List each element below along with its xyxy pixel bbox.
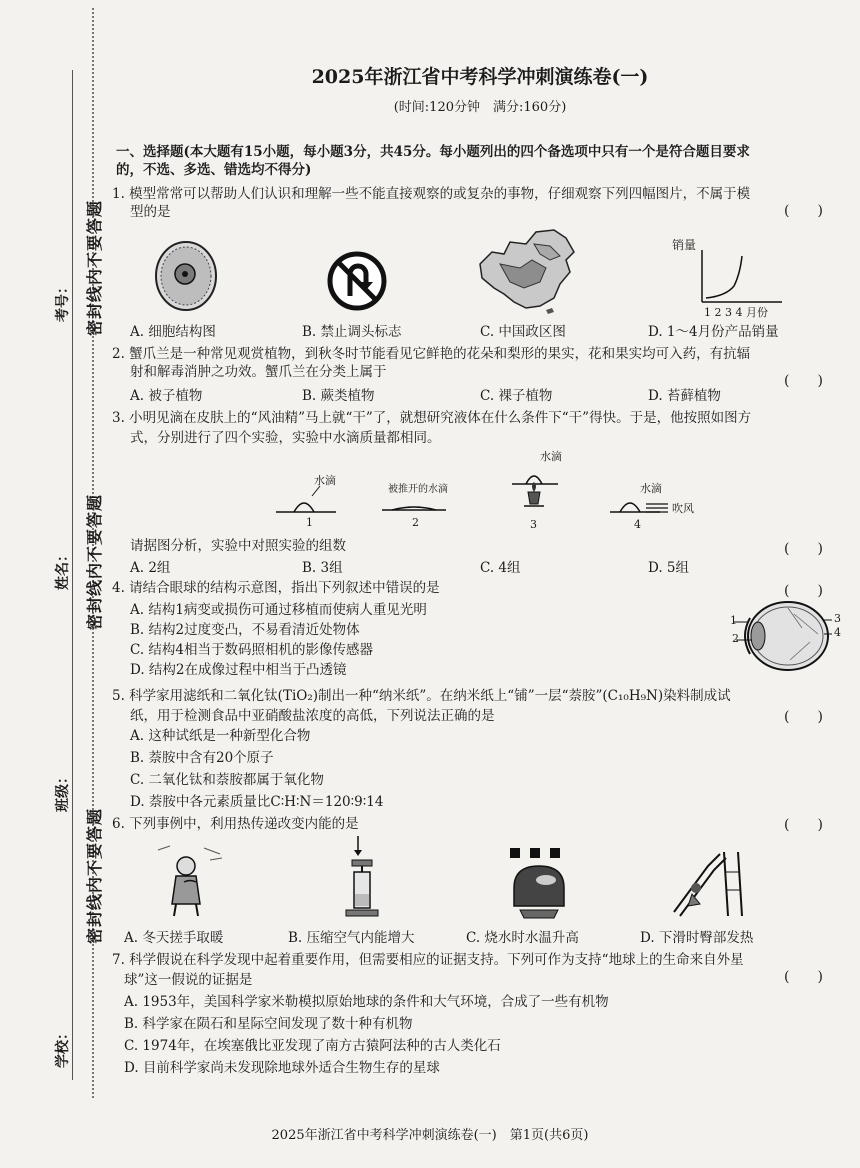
q7-option-a[interactable]: A. 1953年，美国科学家米勒模拟原始地球的条件和大气环境，合成了一些有机物 — [124, 994, 609, 1010]
q3-option-d[interactable]: D. 5组 — [648, 560, 690, 576]
q1-option-a[interactable]: A. 细胞结构图 — [130, 324, 216, 340]
eye-label-1: 1 — [730, 614, 737, 627]
q4-answer-slot[interactable]: ( ) — [784, 583, 823, 599]
q3-fig1-label: 水滴 — [314, 474, 336, 487]
sales-chart-ylabel: 销量 — [672, 238, 697, 252]
q2-stem-1: 2. 蟹爪兰是一种常见观赏植物，到秋冬时节能看见它鲜艳的花朵和梨形的果实，花和果实均可入药，有抗辐 — [112, 346, 751, 362]
q3-fig-number-2: 2 — [412, 516, 419, 529]
compress-air-figure — [340, 832, 390, 922]
q1-option-b[interactable]: B. 禁止调头标志 — [302, 324, 402, 340]
q4-option-a[interactable]: A. 结构1病变或损伤可通过移植而使病人重见光明 — [130, 602, 427, 618]
q2-option-c[interactable]: C. 裸子植物 — [480, 388, 553, 404]
slide-down-figure — [668, 846, 752, 920]
q7-answer-slot[interactable]: ( ) — [784, 969, 823, 985]
sales-chart-figure — [696, 248, 786, 310]
q1-option-d[interactable]: D. 1～4月份产品销量 — [648, 324, 779, 340]
q3-fig-number-1: 1 — [306, 516, 313, 529]
binding-line — [72, 70, 73, 1080]
q7-option-c[interactable]: C. 1974年，在埃塞俄比亚发现了南方古猿阿法种的古人类化石 — [124, 1038, 501, 1054]
q3-fig4-label: 水滴 — [640, 482, 662, 495]
q3-option-c[interactable]: C. 4组 — [480, 560, 521, 576]
q1-answer-slot[interactable]: ( ) — [784, 203, 823, 219]
seal-warning-1: 密封线内不要答题 — [85, 199, 104, 336]
q5-option-a[interactable]: A. 这种试纸是一种新型化合物 — [130, 728, 311, 744]
q5-stem-2: 纸，用于检测食品中亚硝酸盐浓度的高低，下列说法正确的是 — [130, 708, 495, 724]
q1-stem-1: 1. 模型常常可以帮助人们认识和理解一些不能直接观察的或复杂的事物，仔细观察下列四幅图片，不属于模 — [112, 186, 751, 202]
q7-stem-1: 7. 科学假说在科学发现中起着重要作用，但需要相应的证据支持。下列可作为支持“地球上的生命来自外星 — [112, 952, 744, 968]
q1-option-c[interactable]: C. 中国政区图 — [480, 324, 566, 340]
eyeball-structure-figure — [728, 598, 838, 676]
q4-option-d[interactable]: D. 结构2在成像过程中相当于凸透镜 — [130, 662, 347, 678]
q3-answer-slot[interactable]: ( ) — [784, 541, 823, 557]
page-footer: 2025年浙江省中考科学冲刺演练卷(一) 第1页(共6页) — [271, 1128, 589, 1143]
q7-option-d[interactable]: D. 目前科学家尚未发现除地球外适合生物生存的星球 — [124, 1060, 440, 1076]
q3-option-b[interactable]: B. 3组 — [302, 560, 343, 576]
q3-fig3-label: 水滴 — [540, 450, 562, 463]
q5-option-b[interactable]: B. 萘胺中含有20个原子 — [130, 750, 274, 766]
boil-water-figure — [506, 846, 572, 920]
q1-stem-2: 型的是 — [130, 204, 171, 220]
q2-answer-slot[interactable]: ( ) — [784, 373, 823, 389]
q7-stem-2: 球”这一假说的证据是 — [124, 972, 253, 988]
section-intro-1: 一、选择题(本大题有15小题，每小题3分，共45分。每小题列出的四个备选项中只有一个是符合题目要求 — [116, 144, 750, 160]
q5-option-d[interactable]: D. 萘胺中各元素质量比C∶H∶N＝120∶9∶14 — [130, 794, 384, 810]
seal-warning-2: 密封线内不要答题 — [85, 493, 104, 630]
exam-title: 2025年浙江省中考科学冲刺演练卷(一) — [311, 66, 649, 88]
exam-number-label: 考号： — [55, 280, 71, 322]
q3-stem-3: 请据图分析，实验中对照实验的组数 — [130, 538, 346, 554]
q3-fig-number-3: 3 — [530, 518, 537, 531]
name-label: 姓名： — [55, 548, 71, 590]
q2-option-b[interactable]: B. 蕨类植物 — [302, 388, 375, 404]
q3-fig-number-4: 4 — [634, 518, 641, 531]
eye-label-2: 2 — [732, 632, 739, 645]
section-intro-2: 的，不选、多选、错选均不得分) — [116, 162, 312, 178]
q6-option-b[interactable]: B. 压缩空气内能增大 — [288, 930, 415, 946]
q3-stem-2: 式，分别进行了四个实验，实验中水滴质量都相同。 — [130, 430, 441, 446]
binding-margin — [0, 0, 110, 1168]
eye-label-4: 4 — [834, 626, 841, 639]
q6-option-a[interactable]: A. 冬天搓手取暖 — [124, 930, 224, 946]
rub-hands-figure — [154, 842, 224, 918]
exam-subtitle: (时间:120分钟 满分:160分) — [393, 100, 567, 115]
school-label: 学校： — [55, 1026, 71, 1068]
q3-fig2-label: 被推开的水滴 — [388, 484, 448, 495]
q6-option-c[interactable]: C. 烧水时水温升高 — [466, 930, 579, 946]
q5-stem-1: 5. 科学家用滤纸和二氧化钛(TiO₂)制出一种“纳米纸”。在纳米纸上“铺”一层“萘胺”(C₁₀H₉N)染料制成试 — [112, 688, 731, 704]
sales-chart-xticks: 1 2 3 4 月份 — [704, 306, 768, 319]
q2-option-d[interactable]: D. 苔藓植物 — [648, 388, 721, 404]
q5-answer-slot[interactable]: ( ) — [784, 709, 823, 725]
q4-stem: 4. 请结合眼球的结构示意图，指出下列叙述中错误的是 — [112, 580, 440, 596]
evaporation-experiment-figure — [276, 466, 696, 536]
q2-stem-2: 射和解毒消肿之功效。蟹爪兰在分类上属于 — [130, 364, 387, 380]
q6-option-d[interactable]: D. 下滑时臀部发热 — [640, 930, 754, 946]
china-map-figure — [470, 224, 582, 316]
cell-structure-figure — [150, 238, 222, 314]
class-label: 班级： — [55, 770, 71, 812]
q3-option-a[interactable]: A. 2组 — [130, 560, 171, 576]
q3-stem-1: 3. 小明见滴在皮肤上的“风油精”马上就“干”了，就想研究液体在什么条件下“干”得快。于是，他按照如图方 — [112, 410, 752, 426]
q3-fig4-wind-label: 吹风 — [672, 502, 694, 515]
q4-option-b[interactable]: B. 结构2过度变凸，不易看清近处物体 — [130, 622, 360, 638]
q4-option-c[interactable]: C. 结构4相当于数码照相机的影像传感器 — [130, 642, 374, 658]
no-u-turn-sign-figure — [326, 250, 388, 312]
q2-option-a[interactable]: A. 被子植物 — [130, 388, 203, 404]
q7-option-b[interactable]: B. 科学家在陨石和星际空间发现了数十种有机物 — [124, 1016, 413, 1032]
q6-answer-slot[interactable]: ( ) — [784, 817, 823, 833]
q5-option-c[interactable]: C. 二氧化钛和萘胺都属于氧化物 — [130, 772, 324, 788]
q6-stem: 6. 下列事例中，利用热传递改变内能的是 — [112, 816, 359, 832]
seal-warning-3: 密封线内不要答题 — [85, 807, 104, 944]
eye-label-3: 3 — [834, 612, 841, 625]
